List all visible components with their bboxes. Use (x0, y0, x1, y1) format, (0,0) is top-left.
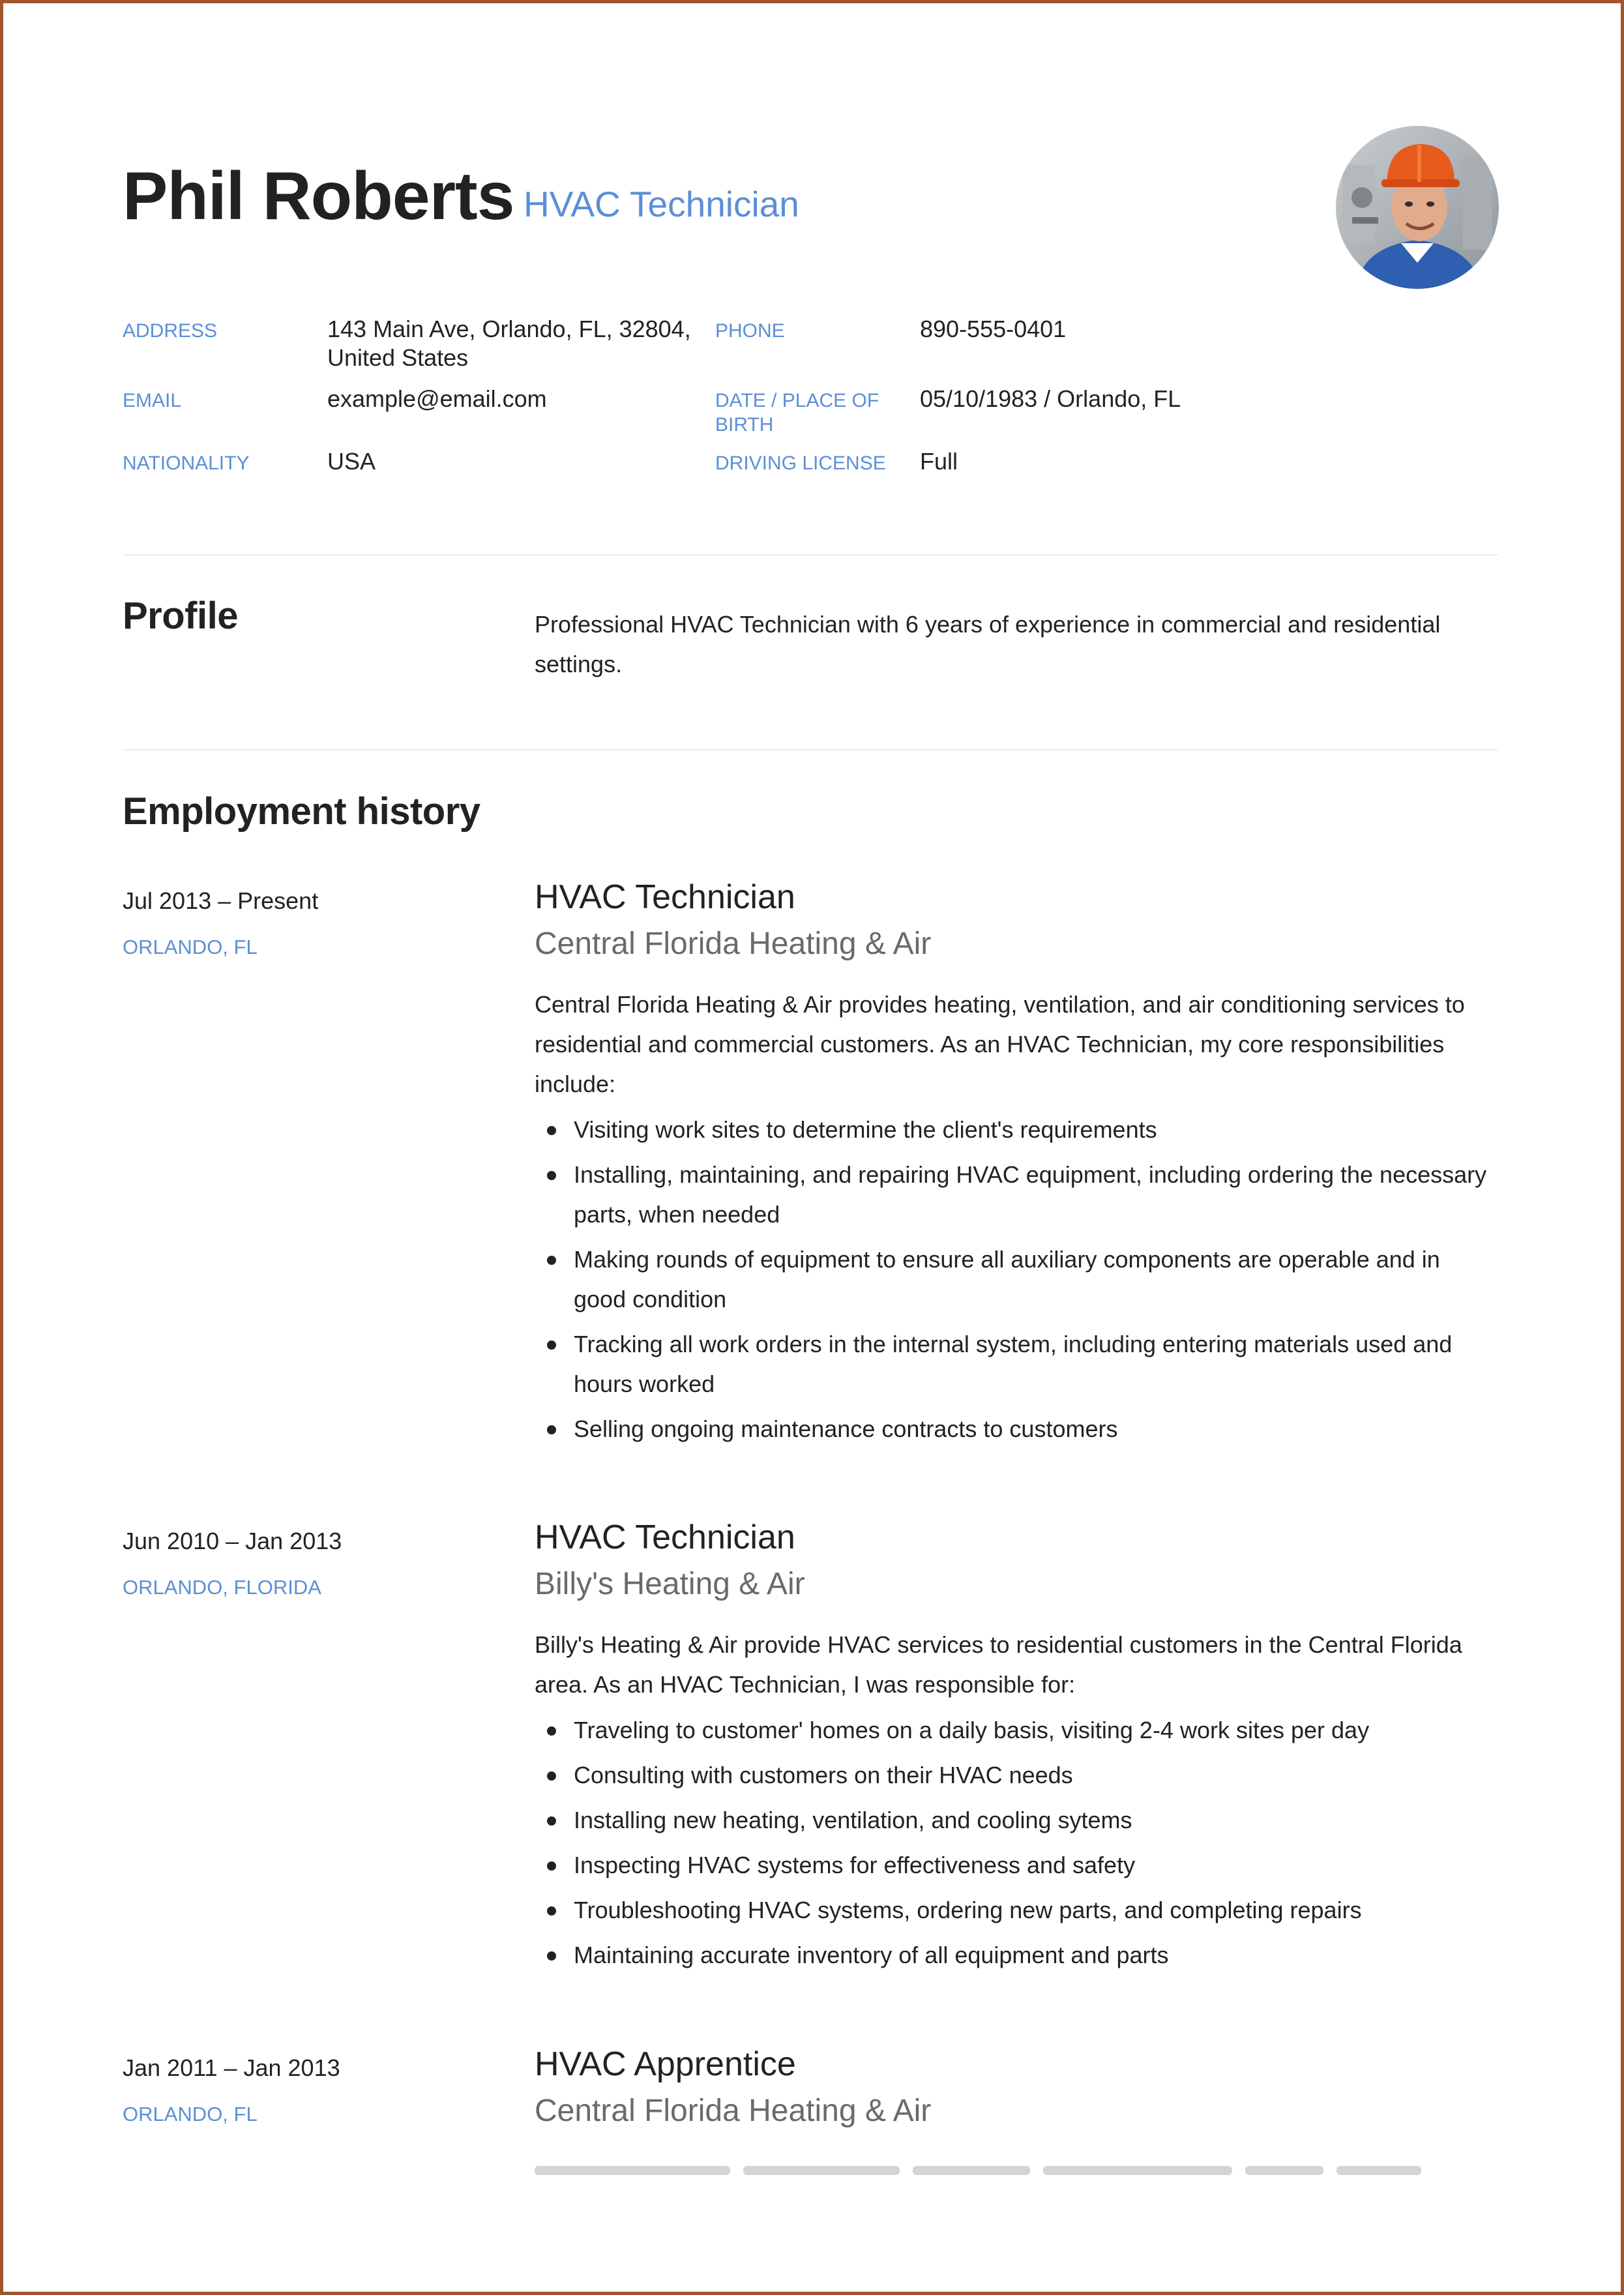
email-label: EMAIL (123, 390, 182, 411)
list-item: Inspecting HVAC systems for effectiveness and safety (535, 1845, 1499, 1885)
profile-heading: Profile (123, 595, 238, 637)
job-1-location: ORLANDO, FL (123, 936, 258, 958)
job-1-dates: Jul 2013 – Present (123, 887, 319, 914)
job-2-description-line-1: Billy's Heating & Air provide HVAC services to residential customers in the Central Florida (535, 1631, 1462, 1658)
bullet-icon (547, 1126, 556, 1135)
profile-line-1: Professional HVAC Technician with 6 years of experience in commercial and residential (535, 611, 1441, 638)
license-label: DRIVING LICENSE (715, 452, 886, 474)
list-item: Tracking all work orders in the internal system, including entering materials used and hours worked (535, 1324, 1499, 1404)
avatar-photo (1336, 126, 1499, 289)
bullet-icon (547, 1726, 556, 1736)
list-item: Making rounds of equipment to ensure all auxiliary components are operable and in good condition (535, 1239, 1499, 1319)
divider (123, 749, 1498, 750)
address-line-2: United States (327, 344, 469, 371)
job-1-description-line-3: include: (535, 1071, 616, 1097)
address-label: ADDRESS (123, 320, 218, 342)
nationality-value: USA (327, 448, 376, 475)
job-1-company: Central Florida Heating & Air (535, 926, 932, 961)
bullet-icon (547, 1425, 556, 1434)
job-2-company: Billy's Heating & Air (535, 1567, 805, 1601)
bullet-icon (547, 1906, 556, 1916)
dob-value: 05/10/1983 / Orlando, FL (920, 385, 1181, 412)
list-item: Installing, maintaining, and repairing HVAC equipment, including ordering the necessary parts, when needed (535, 1155, 1499, 1234)
job-3-title: HVAC Apprentice (535, 2045, 796, 2083)
list-item: Consulting with customers on their HVAC needs (535, 1755, 1499, 1795)
profile-line-2: settings. (535, 651, 623, 677)
job-2-description (535, 1625, 1499, 1704)
list-item: Maintaining accurate inventory of all equipment and parts (535, 1935, 1499, 1975)
dob-label-line-2: BIRTH (715, 414, 774, 436)
candidate-name: Phil Roberts (123, 158, 514, 234)
list-item: Troubleshooting HVAC systems, ordering new parts, and completing repairs (535, 1890, 1499, 1930)
divider (123, 554, 1498, 555)
list-item: Visiting work sites to determine the client's requirements (535, 1110, 1499, 1149)
job-1-description (535, 985, 1499, 1104)
list-item: Installing new heating, ventilation, and cooling sytems (535, 1800, 1499, 1840)
nationality-label: NATIONALITY (123, 452, 250, 474)
bullet-icon (547, 1171, 556, 1180)
candidate-role: HVAC Technician (524, 184, 799, 224)
job-3-location: ORLANDO, FL (123, 2103, 258, 2125)
email-value: example@email.com (327, 385, 547, 412)
address-line-1: 143 Main Ave, Orlando, FL, 32804, (327, 316, 691, 342)
avatar (1336, 126, 1499, 289)
phone-value: 890-555-0401 (920, 316, 1067, 342)
license-value: Full (920, 448, 958, 475)
bullet-icon (547, 1256, 556, 1265)
list-item: Selling ongoing maintenance contracts to customers (535, 1409, 1499, 1449)
job-3-company: Central Florida Heating & Air (535, 2094, 932, 2128)
truncated-text-line (535, 2152, 1480, 2178)
job-2-dates: Jun 2010 – Jan 2013 (123, 1528, 342, 1554)
job-2-bullets (535, 1710, 1499, 1980)
job-1-description-line-2: residential and commercial customers. As an HVAC Technician, my core responsibilities (535, 1031, 1445, 1058)
job-1-bullets (535, 1110, 1499, 1454)
bullet-icon (547, 1861, 556, 1871)
phone-label: PHONE (715, 320, 785, 342)
profile-text (535, 604, 1499, 684)
job-3-dates: Jan 2011 – Jan 2013 (123, 2054, 340, 2081)
bullet-icon (547, 1771, 556, 1781)
list-item: Traveling to customer' homes on a daily basis, visiting 2-4 work sites per day (535, 1710, 1499, 1750)
bullet-icon (547, 1951, 556, 1961)
bullet-icon (547, 1340, 556, 1350)
employment-heading: Employment history (123, 790, 480, 833)
dob-label-line-1: DATE / PLACE OF (715, 390, 879, 411)
job-2-title: HVAC Technician (535, 1518, 795, 1556)
job-1-title: HVAC Technician (535, 878, 795, 916)
job-1-description-line-1: Central Florida Heating & Air provides heating, ventilation, and air conditioning services to (535, 991, 1465, 1018)
bullet-icon (547, 1816, 556, 1826)
job-2-description-line-2: area. As an HVAC Technician, I was responsible for: (535, 1671, 1076, 1698)
truncated-text-strokes (535, 2152, 1480, 2178)
job-2-location: ORLANDO, FLORIDA (123, 1576, 321, 1599)
